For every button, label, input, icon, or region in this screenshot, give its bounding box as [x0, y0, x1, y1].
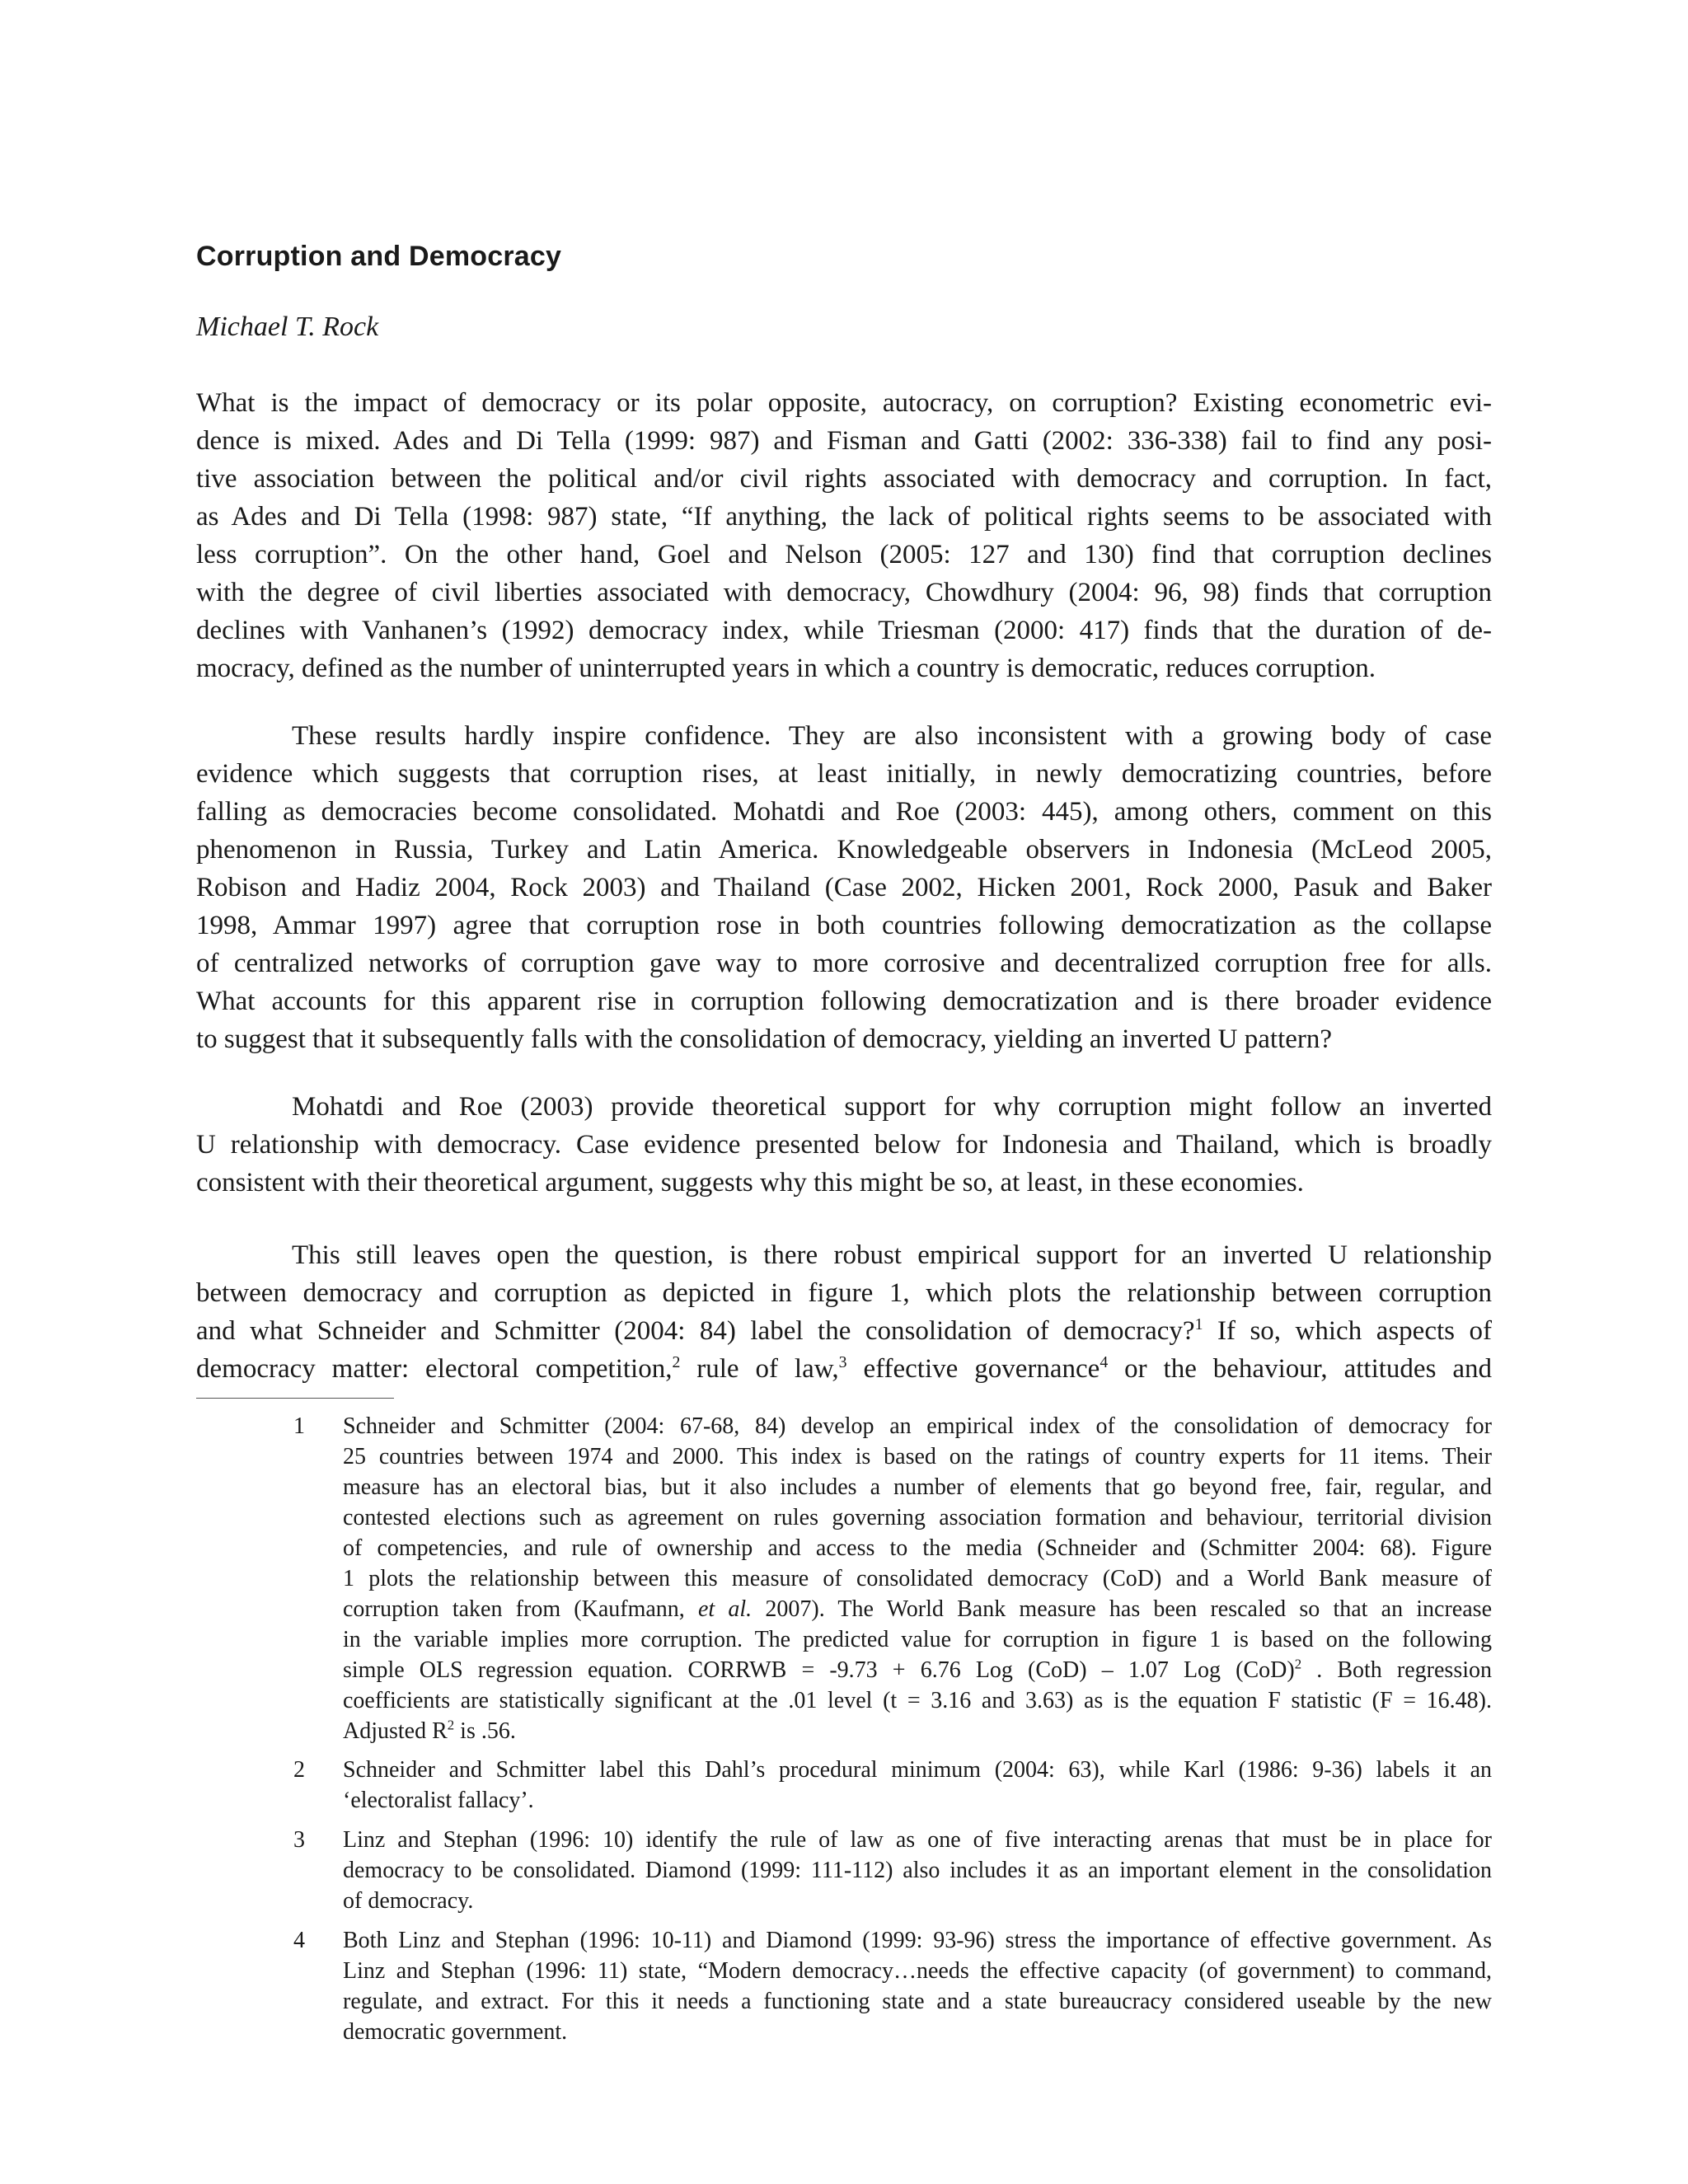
footnote-line: measure has an electoral bias, but it also includes a number of elements that go beyond free, fair, regular, and	[343, 1474, 1492, 1500]
text-line: less corruption”. On the other hand, Goel and Nelson (2005: 127 and 130) find that corruption declines	[196, 540, 1492, 569]
text-segment: corruption taken from (Kaufmann,	[343, 1596, 698, 1622]
text-line: What accounts for this apparent rise in corruption following democratization and is there broader evidence	[196, 987, 1492, 1016]
footnote-line: Both Linz and Stephan (1996: 10-11) and Diamond (1999: 93-96) stress the importance of effective government. As	[343, 1928, 1492, 1953]
text-segment: rule of law,	[680, 1354, 839, 1384]
footnote-line: ‘electoralist fallacy’.	[343, 1788, 534, 1813]
footnote-line: in the variable implies more corruption. The predicted value for corruption in figure 1 is based on the following	[343, 1627, 1492, 1652]
footnote-line: regulate, and extract. For this it needs a functioning state and a state bureaucracy considered useable by the new	[343, 1989, 1492, 2014]
text-segment: and what Schneider and Schmitter (2004: 84) label the consolidation of democracy?	[196, 1316, 1195, 1346]
text-line: mocracy, defined as the number of uninterrupted years in which a country is democratic, reduces corruption.	[196, 654, 1376, 683]
text-segment: is .56.	[454, 1718, 516, 1744]
footnote-number: 3	[293, 1827, 305, 1853]
footnote-line: democratic government.	[343, 2019, 568, 2045]
footnote-line: 25 countries between 1974 and 2000. This index is based on the ratings of country experts for 11 items. Their	[343, 1444, 1492, 1469]
footnote-line: Schneider and Schmitter (2004: 67-68, 84) develop an empirical index of the consolidation of democracy for	[343, 1413, 1492, 1439]
text-segment: effective governance	[846, 1354, 1100, 1384]
footnote-divider	[196, 1398, 394, 1399]
footnote-ref[interactable]: 3	[838, 1353, 847, 1371]
footnote-line: Schneider and Schmitter label this Dahl’s procedural minimum (2004: 63), while Karl (1986: 9-36) labels it an	[343, 1757, 1492, 1783]
text-line: These results hardly inspire confidence. They are also inconsistent with a growing body of case	[292, 721, 1492, 751]
text-segment: . Both regression	[1301, 1657, 1492, 1683]
text-line: U relationship with democracy. Case evidence presented below for Indonesia and Thailand, which is broadly	[196, 1130, 1492, 1160]
text-line: Robison and Hadiz 2004, Rock 2003) and Thailand (Case 2002, Hicken 2001, Rock 2000, Pasuk and Baker	[196, 873, 1492, 902]
text-line: tive association between the political and/or civil rights associated with democracy and corruption. In fact,	[196, 464, 1492, 494]
text-line: to suggest that it subsequently falls with the consolidation of democracy, yielding an inverted U pattern?	[196, 1024, 1333, 1054]
article-title: Corruption and Democracy	[196, 241, 562, 272]
text-segment: or the behaviour, attitudes and	[1108, 1354, 1492, 1384]
text-line: with the degree of civil liberties associated with democracy, Chowdhury (2004: 96, 98) finds that corruption	[196, 578, 1492, 607]
footnote-number: 1	[293, 1413, 305, 1439]
text-line: of centralized networks of corruption gave way to more corrosive and decentralized corruption free for alls.	[196, 949, 1492, 978]
text-line: as Ades and Di Tella (1998: 987) state, “If anything, the lack of political rights seems to be associated with	[196, 502, 1492, 532]
text-segment: democracy matter: electoral competition,	[196, 1354, 673, 1384]
text-segment: simple OLS regression equation. CORRWB = -9.73 + 6.76 Log (CoD) – 1.07 Log (CoD)	[343, 1657, 1295, 1683]
superscript: 2	[1294, 1656, 1302, 1672]
footnote-number: 4	[293, 1928, 305, 1953]
footnote-ref[interactable]: 1	[1194, 1315, 1203, 1333]
text-line: dence is mixed. Ades and Di Tella (1999: 987) and Fisman and Gatti (2002: 336-338) fail to find any posi-	[196, 426, 1492, 456]
text-line: declines with Vanhanen’s (1992) democracy index, while Triesman (2000: 417) finds that the duration of de-	[196, 616, 1492, 645]
text-line: falling as democracies become consolidated. Mohatdi and Roe (2003: 445), among others, comment on this	[196, 797, 1492, 827]
footnote-line: contested elections such as agreement on rules governing association formation and behaviour, territorial division	[343, 1505, 1492, 1530]
footnote-line: of democracy.	[343, 1888, 474, 1914]
author-name: Michael T. Rock	[196, 312, 379, 342]
footnote-ref[interactable]: 2	[672, 1353, 681, 1371]
text-segment: Adjusted R	[343, 1718, 448, 1744]
text-line: 1998, Ammar 1997) agree that corruption rose in both countries following democratization as the collapse	[196, 911, 1492, 940]
text-segment: 2007). The World Bank measure has been rescaled so that an increase	[752, 1596, 1492, 1622]
footnote-line: of competencies, and rule of ownership and access to the media (Schneider and (Schmitter 2004: 68). Figure	[343, 1535, 1492, 1561]
text-line: What is the impact of democracy or its polar opposite, autocracy, on corruption? Existing econometric evi-	[196, 388, 1492, 418]
footnote-line: Linz and Stephan (1996: 10) identify the rule of law as one of five interacting arenas that must be in place for	[343, 1827, 1492, 1853]
footnote-line: 1 plots the relationship between this measure of consolidated democracy (CoD) and a World Bank measure of	[343, 1566, 1492, 1591]
footnote-line: democracy to be consolidated. Diamond (1999: 111-112) also includes it as an important element in the consolidation	[343, 1858, 1492, 1883]
footnote-line: coefficients are statistically significant at the .01 level (t = 3.16 and 3.63) as is the equation F statistic (F = 16.48).	[343, 1688, 1492, 1713]
footnote-ref[interactable]: 4	[1100, 1353, 1109, 1371]
footnote-line	[343, 1655, 1492, 1685]
text-segment: If so, which aspects of	[1203, 1316, 1492, 1346]
superscript: 2	[447, 1717, 455, 1733]
text-line: between democracy and corruption as depicted in figure 1, which plots the relationship between corruption	[196, 1278, 1492, 1308]
footnote-number: 2	[293, 1757, 305, 1783]
text-line: Mohatdi and Roe (2003) provide theoretical support for why corruption might follow an inverted	[292, 1092, 1492, 1122]
text-line: evidence which suggests that corruption rises, at least initially, in newly democratizing countries, before	[196, 759, 1492, 789]
footnote-line: Linz and Stephan (1996: 11) state, “Modern democracy…needs the effective capacity (of government) to command,	[343, 1958, 1492, 1984]
text-line: phenomenon in Russia, Turkey and Latin America. Knowledgeable observers in Indonesia (McLeod 2005,	[196, 835, 1492, 865]
text-line	[196, 1350, 1492, 1388]
footnote-line	[343, 1594, 1492, 1624]
italic-text: et al.	[698, 1596, 753, 1622]
text-line	[196, 1312, 1492, 1350]
footnote-line	[343, 1716, 1492, 1746]
text-line: This still leaves open the question, is there robust empirical support for an inverted U relationship	[292, 1240, 1492, 1270]
text-line: consistent with their theoretical argument, suggests why this might be so, at least, in these economies.	[196, 1168, 1304, 1197]
